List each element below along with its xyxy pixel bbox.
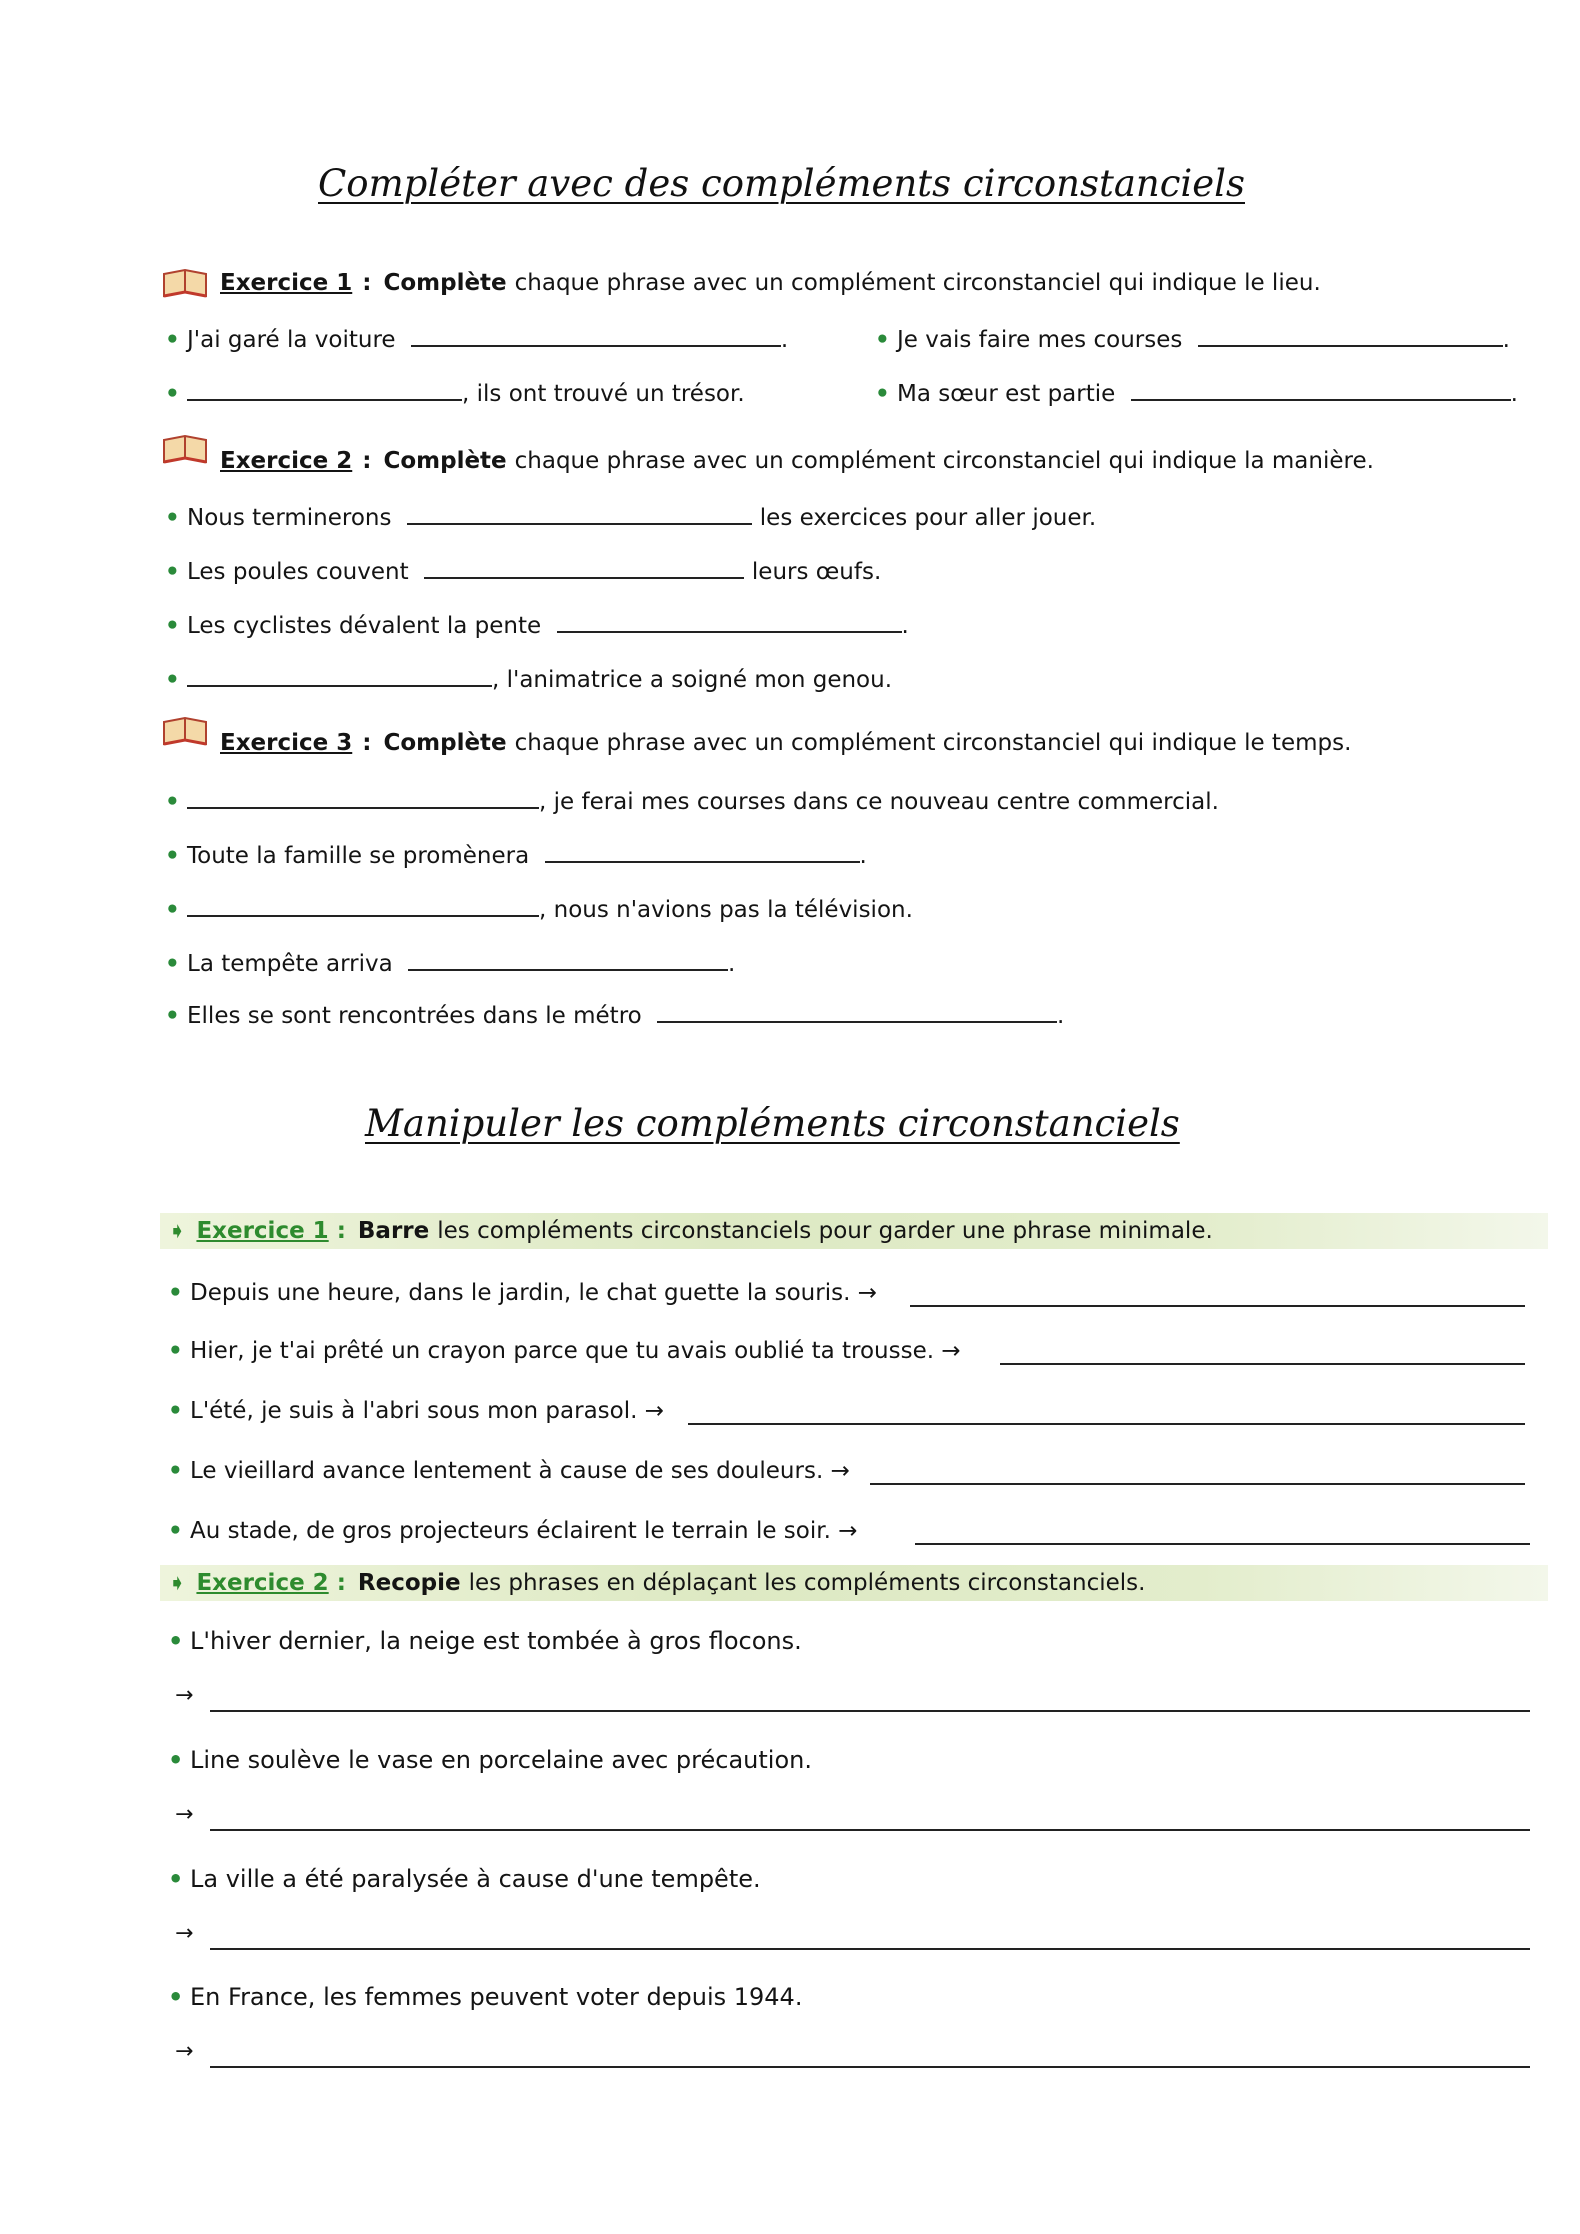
- exercise-verb: Complète: [383, 270, 507, 296]
- ex2-item-d: [165, 667, 892, 693]
- exercise-colon: :: [362, 448, 372, 474]
- section2-ex1-heading: [168, 1218, 1213, 1244]
- bullet: •: [168, 1627, 184, 1655]
- ex2-item-c: • Les cyclistes dévalent la pente .: [165, 613, 909, 639]
- answer-line[interactable]: [870, 1483, 1525, 1485]
- sentence-text: La ville a été paralysée à cause d'une tempête.: [190, 1865, 761, 1893]
- arrow-right-icon: ➧: [168, 1571, 187, 1596]
- exercise-verb: Complète: [383, 730, 507, 756]
- sentence-text: leurs œufs.: [751, 559, 882, 585]
- sentence-text: L'été, je suis à l'abri sous mon parasol. →: [190, 1398, 665, 1424]
- bullet: •: [168, 1280, 183, 1306]
- sentence-text: L'hiver dernier, la neige est tombée à gros flocons.: [190, 1627, 802, 1655]
- ex3-item-c: [165, 897, 913, 923]
- ex3-item-b: • Toute la famille se promènera .: [165, 843, 867, 869]
- s2-ex1-item-2: [168, 1338, 961, 1364]
- sentence-text: , l'animatrice a soigné mon genou.: [492, 667, 893, 693]
- exercise-label: Exercice 3: [220, 730, 353, 756]
- answer-blank[interactable]: [545, 843, 860, 863]
- ex3-item-a: [165, 789, 1219, 815]
- answer-line[interactable]: [210, 1710, 1530, 1712]
- exercise-colon: :: [336, 1570, 346, 1596]
- sentence-text: Nous terminerons: [187, 505, 392, 531]
- s2-ex2-item-2: [168, 1746, 812, 1774]
- answer-blank[interactable]: [411, 327, 781, 347]
- arrow-right-icon: ➧: [168, 1219, 187, 1244]
- s2-ex1-item-5: [168, 1518, 857, 1544]
- exercise-label: Exercice 2: [196, 1570, 329, 1596]
- bullet: •: [168, 1398, 183, 1424]
- ex1-item-c: • Je vais faire mes courses .: [875, 327, 1510, 353]
- sentence-text: La tempête arriva: [187, 951, 393, 977]
- section1-ex1-heading: [220, 270, 1321, 296]
- exercise-colon: :: [362, 730, 372, 756]
- section2-ex2-heading: [168, 1570, 1145, 1596]
- answer-blank[interactable]: [557, 613, 902, 633]
- answer-blank[interactable]: [187, 381, 462, 401]
- bullet: •: [165, 327, 180, 353]
- ex3-item-e: • Elles se sont rencontrées dans le métro .: [165, 1003, 1065, 1029]
- sentence-text: En France, les femmes peuvent voter depuis 1944.: [190, 1983, 803, 2011]
- sentence-text: Ma sœur est partie: [897, 381, 1116, 407]
- answer-line[interactable]: [210, 1948, 1530, 1950]
- answer-blank[interactable]: [1198, 327, 1503, 347]
- ex2-item-a: [165, 505, 1096, 531]
- ex2-item-b: [165, 559, 881, 585]
- exercise-instruction: les compléments circonstanciels pour garder une phrase minimale.: [437, 1218, 1213, 1244]
- bullet: •: [168, 1983, 184, 2011]
- s2-ex2-item-1: [168, 1627, 802, 1655]
- sentence-text: , je ferai mes courses dans ce nouveau centre commercial.: [539, 789, 1219, 815]
- exercise-instruction: chaque phrase avec un complément circonstanciel qui indique la manière.: [514, 448, 1374, 474]
- answer-blank[interactable]: [408, 951, 728, 971]
- answer-line[interactable]: [688, 1423, 1525, 1425]
- exercise-verb: Barre: [357, 1218, 430, 1244]
- bullet: •: [165, 381, 180, 407]
- answer-blank[interactable]: [407, 505, 752, 525]
- sentence-text: Les poules couvent: [187, 559, 409, 585]
- bullet: •: [165, 951, 180, 977]
- bullet: •: [165, 1003, 180, 1029]
- ex1-item-a: • J'ai garé la voiture .: [165, 327, 789, 353]
- arrow-right-icon: →: [175, 1921, 194, 1946]
- exercise-colon: :: [336, 1218, 346, 1244]
- bullet: •: [168, 1518, 183, 1544]
- answer-line[interactable]: [910, 1305, 1525, 1307]
- exercise-instruction: les phrases en déplaçant les compléments circonstanciels.: [468, 1570, 1146, 1596]
- exercise-instruction: chaque phrase avec un complément circonstanciel qui indique le lieu.: [514, 270, 1321, 296]
- book-icon: [162, 266, 208, 300]
- sentence-text: les exercices pour aller jouer.: [759, 505, 1097, 531]
- section1-title: Compléter avec des compléments circonstanciels: [318, 162, 1245, 205]
- section1-ex2-heading: [220, 448, 1374, 474]
- exercise-label: Exercice 1: [220, 270, 353, 296]
- bullet: •: [168, 1338, 183, 1364]
- s2-ex1-item-1: [168, 1280, 877, 1306]
- sentence-text: Le vieillard avance lentement à cause de ses douleurs. →: [190, 1458, 850, 1484]
- answer-line[interactable]: [1000, 1363, 1525, 1365]
- bullet: •: [875, 327, 890, 353]
- answer-blank[interactable]: [424, 559, 744, 579]
- arrow-right-icon: →: [175, 2039, 194, 2064]
- bullet: •: [165, 505, 180, 531]
- sentence-text: Les cyclistes dévalent la pente: [187, 613, 542, 639]
- answer-line[interactable]: [915, 1543, 1530, 1545]
- sentence-text: Je vais faire mes courses: [897, 327, 1183, 353]
- book-icon: [162, 714, 208, 748]
- ex1-item-d: • Ma sœur est partie .: [875, 381, 1518, 407]
- s2-ex1-item-4: [168, 1458, 850, 1484]
- s2-ex1-item-3: [168, 1398, 664, 1424]
- sentence-text: J'ai garé la voiture: [187, 327, 396, 353]
- ex3-item-d: • La tempête arriva .: [165, 951, 736, 977]
- answer-line[interactable]: [210, 2066, 1530, 2068]
- arrow-right-icon: →: [175, 1683, 194, 1708]
- sentence-text: Line soulève le vase en porcelaine avec précaution.: [190, 1746, 812, 1774]
- exercise-label: Exercice 1: [196, 1218, 329, 1244]
- book-icon: [162, 432, 208, 466]
- bullet: •: [165, 667, 180, 693]
- bullet: •: [165, 789, 180, 815]
- exercise-instruction: chaque phrase avec un complément circonstanciel qui indique le temps.: [514, 730, 1352, 756]
- sentence-text: Hier, je t'ai prêté un crayon parce que tu avais oublié ta trousse. →: [190, 1338, 961, 1364]
- answer-blank[interactable]: [187, 897, 539, 917]
- bullet: •: [168, 1746, 184, 1774]
- exercise-verb: Recopie: [357, 1570, 461, 1596]
- ex1-item-b: [165, 381, 745, 407]
- section2-title: Manipuler les compléments circonstanciels: [365, 1102, 1180, 1145]
- s2-ex2-item-4: [168, 1983, 802, 2011]
- exercise-verb: Complète: [383, 448, 507, 474]
- answer-blank[interactable]: [1131, 381, 1511, 401]
- bullet: •: [168, 1865, 184, 1893]
- sentence-text: , nous n'avions pas la télévision.: [539, 897, 913, 923]
- answer-blank[interactable]: [187, 789, 539, 809]
- sentence-text: , ils ont trouvé un trésor.: [462, 381, 745, 407]
- section1-ex3-heading: [220, 730, 1351, 756]
- bullet: •: [165, 843, 180, 869]
- s2-ex2-item-3: [168, 1865, 761, 1893]
- sentence-text: Toute la famille se promènera: [187, 843, 530, 869]
- answer-line[interactable]: [210, 1829, 1530, 1831]
- exercise-label: Exercice 2: [220, 448, 353, 474]
- bullet: •: [875, 381, 890, 407]
- sentence-text: Au stade, de gros projecteurs éclairent le terrain le soir. →: [190, 1518, 858, 1544]
- answer-blank[interactable]: [187, 667, 492, 687]
- bullet: •: [165, 897, 180, 923]
- arrow-right-icon: →: [175, 1802, 194, 1827]
- bullet: •: [168, 1458, 183, 1484]
- bullet: •: [165, 613, 180, 639]
- bullet: •: [165, 559, 180, 585]
- sentence-text: Elles se sont rencontrées dans le métro: [187, 1003, 642, 1029]
- exercise-colon: :: [362, 270, 372, 296]
- answer-blank[interactable]: [657, 1003, 1057, 1023]
- sentence-text: Depuis une heure, dans le jardin, le chat guette la souris. →: [190, 1280, 877, 1306]
